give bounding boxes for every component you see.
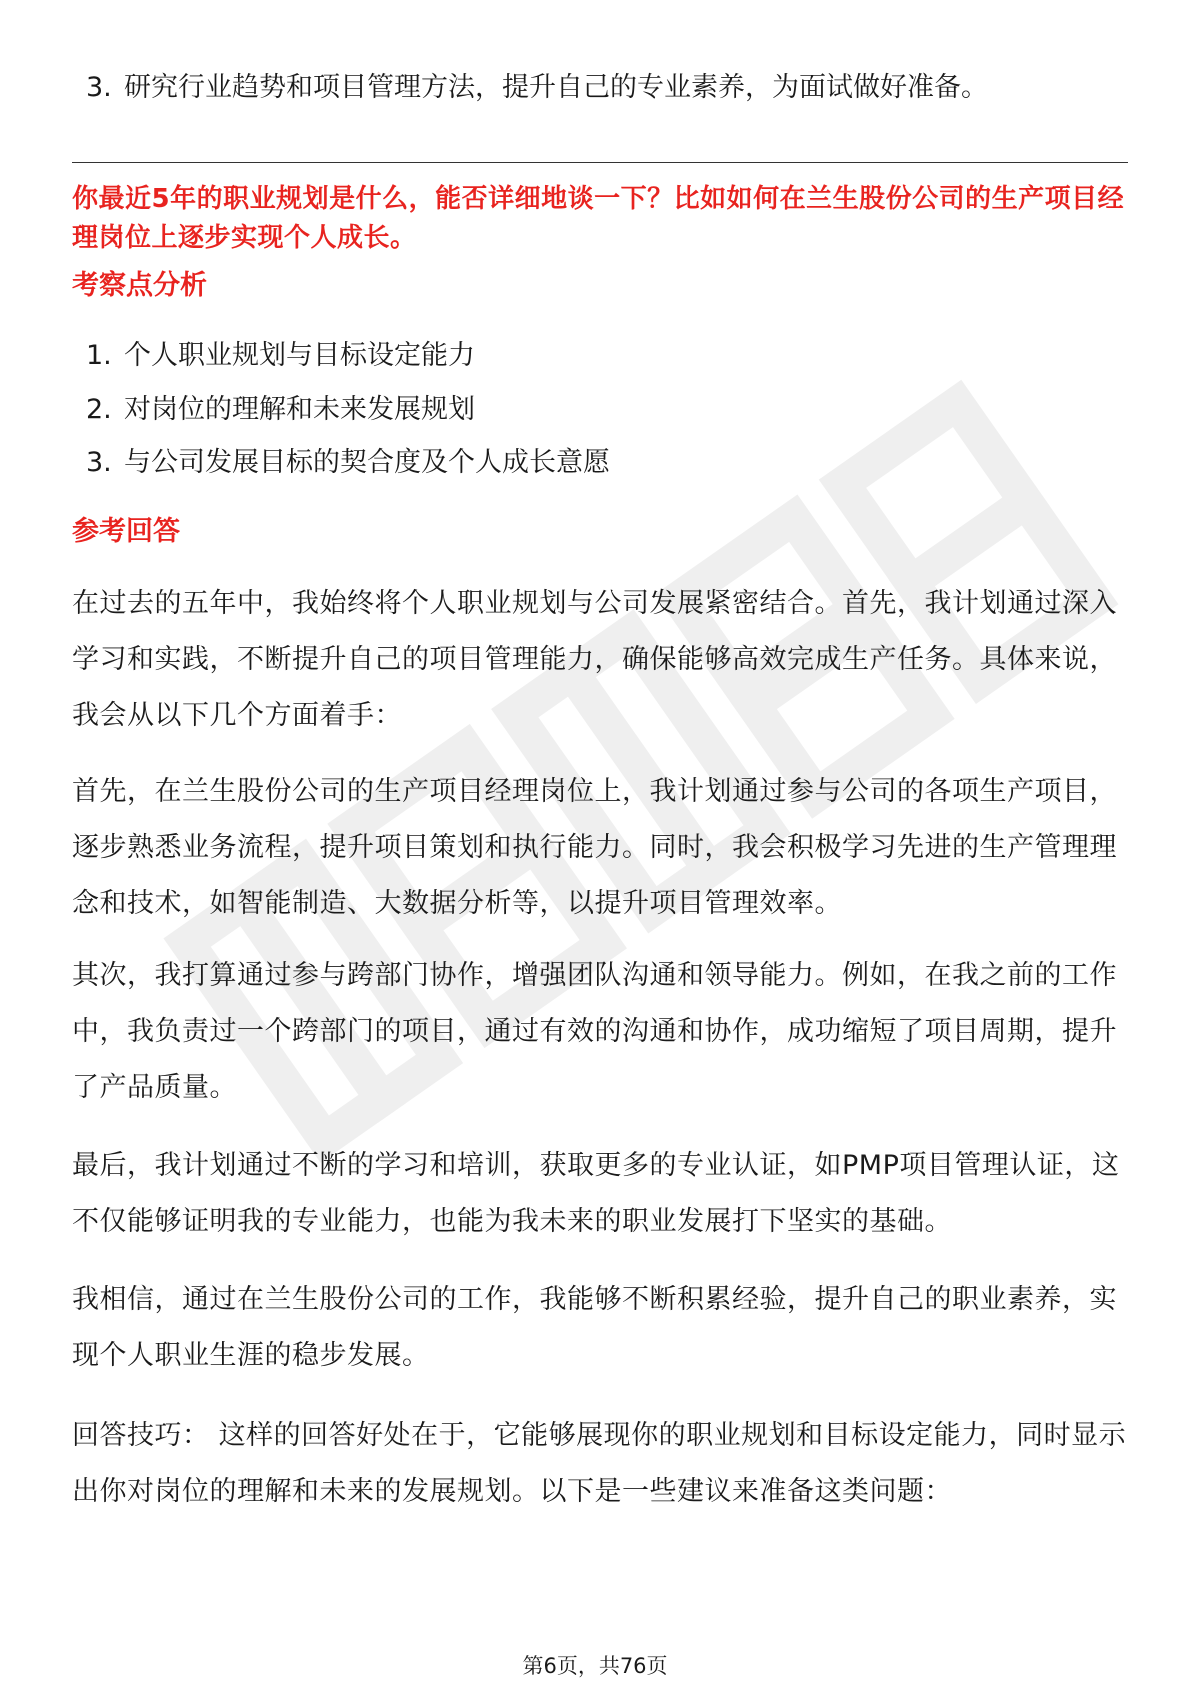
section-divider bbox=[72, 162, 1128, 163]
page-number-footer: 第6页，共76页 bbox=[522, 1654, 668, 1678]
list-item bbox=[86, 443, 610, 483]
answer-paragraph: 其次，我打算通过参与跨部门协作，增强团队沟通和领导能力。例如，在我之前的工作中，我负责过一个跨部门的项目，通过有效的沟通和协作，成功缩短了项目周期，提升了产品质量。 bbox=[72, 960, 1117, 1103]
list-number: 1. bbox=[86, 340, 112, 371]
list-text: 与公司发展目标的契合度及个人成长意愿 bbox=[124, 447, 610, 478]
list-number: 3. bbox=[86, 72, 112, 103]
analysis-heading: 考察点分析 bbox=[72, 270, 207, 301]
answer-paragraph: 首先，在兰生股份公司的生产项目经理岗位上，我计划通过参与公司的各项生产项目，逐步熟悉业务流程，提升项目策划和执行能力。同时，我会积极学习先进的生产管理理念和技术，如智能制造、大数据分析等，以提升项目管理效率。 bbox=[72, 776, 1117, 919]
answer-tips-paragraph: 回答技巧： 这样的回答好处在于，它能够展现你的职业规划和目标设定能力，同时显示出你对岗位的理解和未来的发展规划。以下是一些建议来准备这类问题： bbox=[72, 1420, 1127, 1507]
list-number: 2. bbox=[86, 394, 112, 425]
answer-paragraph: 我相信，通过在兰生股份公司的工作，我能够不断积累经验，提升自己的职业素养，实现个人职业生涯的稳步发展。 bbox=[72, 1284, 1117, 1371]
answer-paragraph: 最后，我计划通过不断的学习和培训，获取更多的专业认证，如PMP项目管理认证，这不仅能够证明我的专业能力，也能为我未来的职业发展打下坚实的基础。 bbox=[72, 1150, 1120, 1237]
list-item bbox=[86, 390, 475, 430]
interview-question: 你最近5年的职业规划是什么，能否详细地谈一下？比如如何在兰生股份公司的生产项目经理岗位上逐步实现个人成长。 bbox=[72, 184, 1125, 253]
list-number: 3. bbox=[86, 447, 112, 478]
list-item bbox=[86, 336, 475, 376]
list-text: 个人职业规划与目标设定能力 bbox=[124, 340, 475, 371]
list-text: 对岗位的理解和未来发展规划 bbox=[124, 394, 475, 425]
answer-heading: 参考回答 bbox=[72, 516, 180, 547]
answer-paragraph: 在过去的五年中，我始终将个人职业规划与公司发展紧密结合。首先，我计划通过深入学习和实践，不断提升自己的项目管理能力，确保能够高效完成生产任务。具体来说，我会从以下几个方面着手： bbox=[72, 588, 1117, 731]
list-item bbox=[86, 68, 988, 108]
list-text: 研究行业趋势和项目管理方法，提升自己的专业素养，为面试做好准备。 bbox=[124, 72, 988, 103]
